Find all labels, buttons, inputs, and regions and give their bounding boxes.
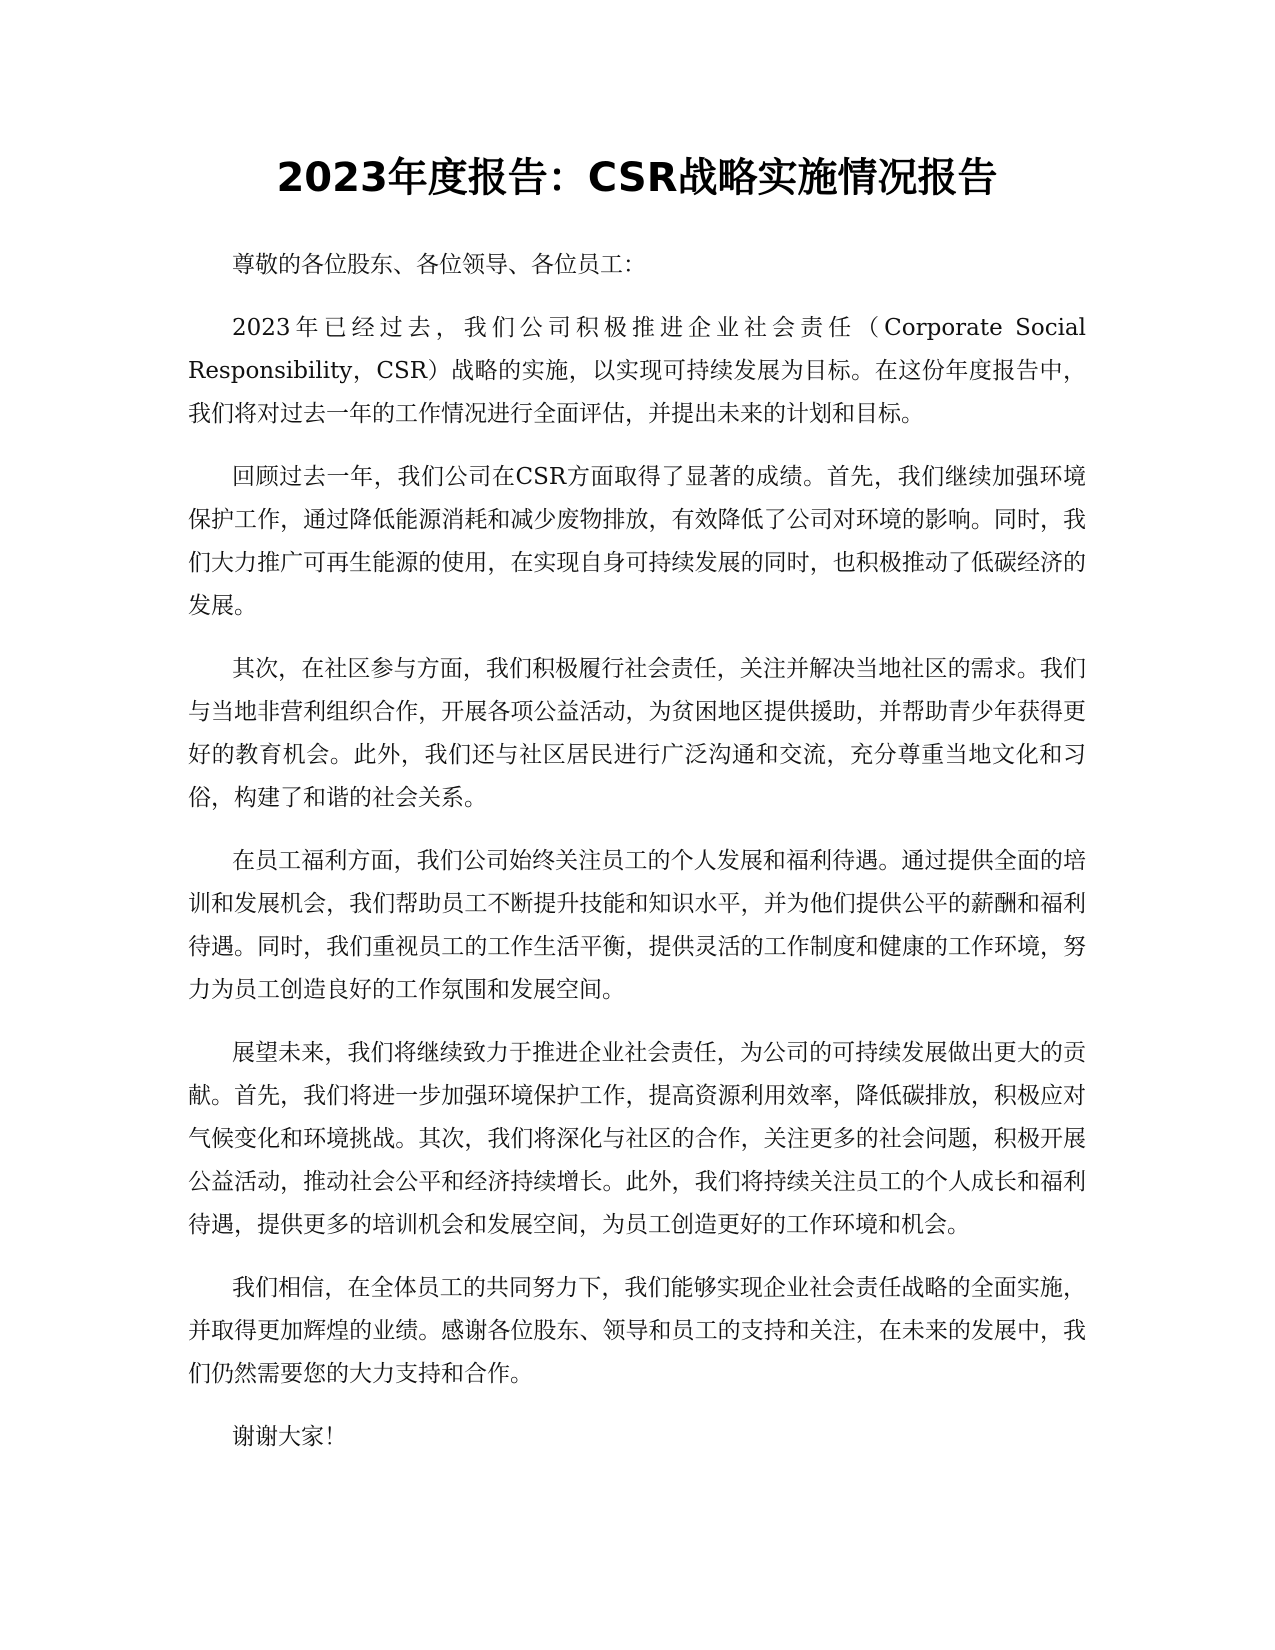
document-body <box>188 244 1086 1479</box>
thanks-paragraph: 谢谢大家！ <box>232 1424 347 1450</box>
closing-paragraph: 我们相信，在全体员工的共同努力下，我们能够实现企业社会责任战略的全面实施，并取得更加辉煌的业绩。感谢各位股东、领导和员工的支持和关注，在未来的发展中，我们仍然需要您的大力支持和合作。 <box>188 1275 1086 1387</box>
document-title: 2023年度报告：CSR战略实施情况报告 <box>276 155 998 201</box>
outlook-paragraph: 展望未来，我们将继续致力于推进企业社会责任，为公司的可持续发展做出更大的贡献。首先，我们将进一步加强环境保护工作，提高资源利用效率，降低碳排放，积极应对气候变化和环境挑战。其次，我们将深化与社区的合作，关注更多的社会问题，积极开展公益活动，推动社会公平和经济持续增长。此外，我们将持续关注员工的个人成长和福利待遇，提供更多的培训机会和发展空间，为员工创造更好的工作环境和机会。 <box>188 1040 1086 1238</box>
intro-paragraph: 2023年已经过去，我们公司积极推进企业社会责任（Corporate Social Responsibility，CSR）战略的实施，以实现可持续发展为目标。在这份年度报告中，我们将对过去一年的工作情况进行全面评估，并提出未来的计划和目标。 <box>188 315 1086 427</box>
employee-welfare-paragraph: 在员工福利方面，我们公司始终关注员工的个人发展和福利待遇。通过提供全面的培训和发展机会，我们帮助员工不断提升技能和知识水平，并为他们提供公平的薪酬和福利待遇。同时，我们重视员工的工作生活平衡，提供灵活的工作制度和健康的工作环境，努力为员工创造良好的工作氛围和发展空间。 <box>188 848 1086 1003</box>
community-paragraph: 其次，在社区参与方面，我们积极履行社会责任，关注并解决当地社区的需求。我们与当地非营利组织合作，开展各项公益活动，为贫困地区提供援助，并帮助青少年获得更好的教育机会。此外，我们还与社区居民进行广泛沟通和交流，充分尊重当地文化和习俗，构建了和谐的社会关系。 <box>188 656 1086 811</box>
salutation-paragraph: 尊敬的各位股东、各位领导、各位员工： <box>232 252 646 278</box>
document-page <box>188 0 1086 1650</box>
environment-paragraph: 回顾过去一年，我们公司在CSR方面取得了显著的成绩。首先，我们继续加强环境保护工作，通过降低能源消耗和减少废物排放，有效降低了公司对环境的影响。同时，我们大力推广可再生能源的使用，在实现自身可持续发展的同时，也积极推动了低碳经济的发展。 <box>188 464 1086 619</box>
